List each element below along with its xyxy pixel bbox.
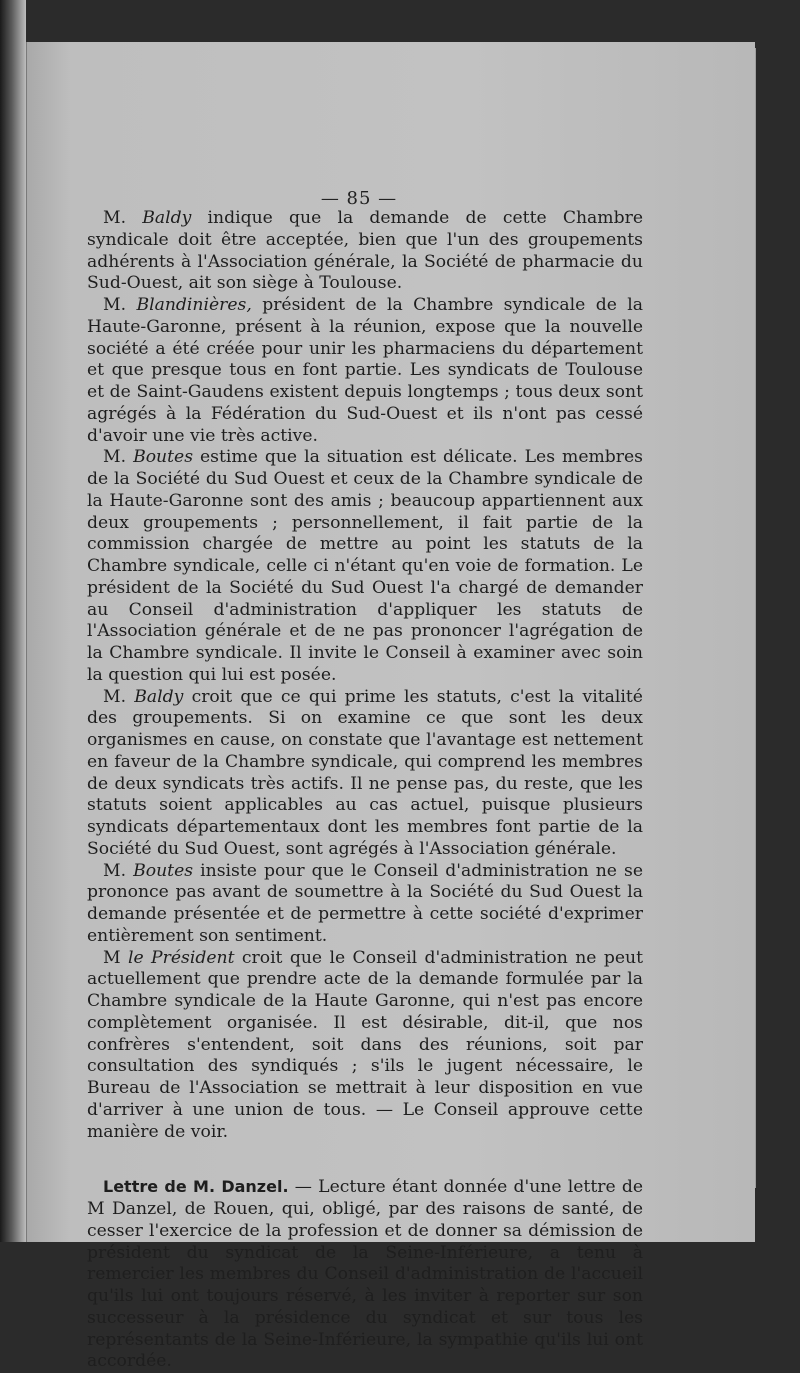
section-lead: Lettre de M. Danzel. xyxy=(103,1177,289,1197)
book-page xyxy=(26,42,755,1372)
paragraph: M. Boutes insiste pour que le Conseil d'administration ne se prononce pas avant de soumettre à la Société du Sud Ouest la demande présentée et de permettre à cette société d'exprimer entièrement son sentiment. xyxy=(87,860,643,946)
paragraph: M le Président croit que le Conseil d'administration ne peut actuellement que prendre acte de la demande formulée par la Chambre syndicale de la Haute Garonne, qui n'est pas encore complètement organisée. Il est désirable, dit-il, que nos confrères s'entendent, soit dans des réunions, soit par consultation des syndiqués ; s'ils le jugent nécessaire, le Bureau de l'Association se mettrait à leur disposition en vue d'arriver à une union de tous. — Le Conseil approuve cette manière de voir. xyxy=(87,947,644,1142)
page-number: — 85 — xyxy=(320,188,398,209)
paragraph: M. Baldy croit que ce qui prime les statuts, c'est la vitalité des groupements. Si on examine ce que sont les deux organismes en cause, on constate que l'avantage est nettement en faveur de la Chambre syndicale, qui comprend les membres de deux syndicats très actifs. Il ne pense pas, du reste, que les statuts soient applicables au cas actuel, puisque plusieurs syndicats départementaux dont les membres font partie de la Société du Sud Ouest, sont agrégés à l'Association générale. xyxy=(87,686,643,859)
paragraph-danzel: Lettre de M. Danzel. — Lecture étant donnée d'une lettre de M Danzel, de Rouen, qui, obligé, par des raisons de santé, de cesser l'exercice de la profession et de donner sa démission de président du syndicat de la Seine-Inférieure, a tenu à remercier les membres du Conseil d'administration de l'accueil qu'ils lui ont toujours réservé, à les inviter à reporter sur son successeur à la présidence du syndicat et sur tous les représentants de la Seine-Inférieure, la sympathie qu'ils lui ont accordée. xyxy=(87,1177,643,1372)
paragraph: M. Boutes estime que la situation est délicate. Les membres de la Société du Sud Ouest et ceux de la Chambre syndicale de la Haute-Garonne sont des amis ; beaucoup appartiennent aux deux groupements ; personnellement, il fait partie de la commission chargée de mettre au point les statuts de la Chambre syndicale, celle ci n'étant qu'en voie de formation. Le président de la Société du Sud Ouest l'a chargé de demander au Conseil d'administration d'appliquer les statuts de l'Association générale et de ne pas prononcer l'agrégation de la Chambre syndicale. Il invite le Conseil à examiner avec soin la question qui lui est posée. xyxy=(87,447,643,685)
paragraph: M. Blandinières, président de la Chambre syndicale de la Haute-Garonne, présent à la réunion, expose que la nouvelle société a été créée pour unir les pharmaciens du département et que presque tous en font partie. Les syndicats de Toulouse et de Saint-Gaudens existent depuis longtemps ; tous deux sont agrégés à la Fédération du Sud-Ouest et ils n'ont pas cessé d'avoir une vie très active. xyxy=(87,295,643,446)
book-binding xyxy=(0,0,26,1242)
page-text xyxy=(87,208,643,1373)
section-gap xyxy=(87,1143,643,1176)
paragraph: M. Baldy indique que la demande de cette Chambre syndicale doit être acceptée, bien que l'un des groupements adhérents à l'Association générale, la Société de pharmacie du Sud-Ouest, ait son siège à Toulouse. xyxy=(87,208,643,294)
